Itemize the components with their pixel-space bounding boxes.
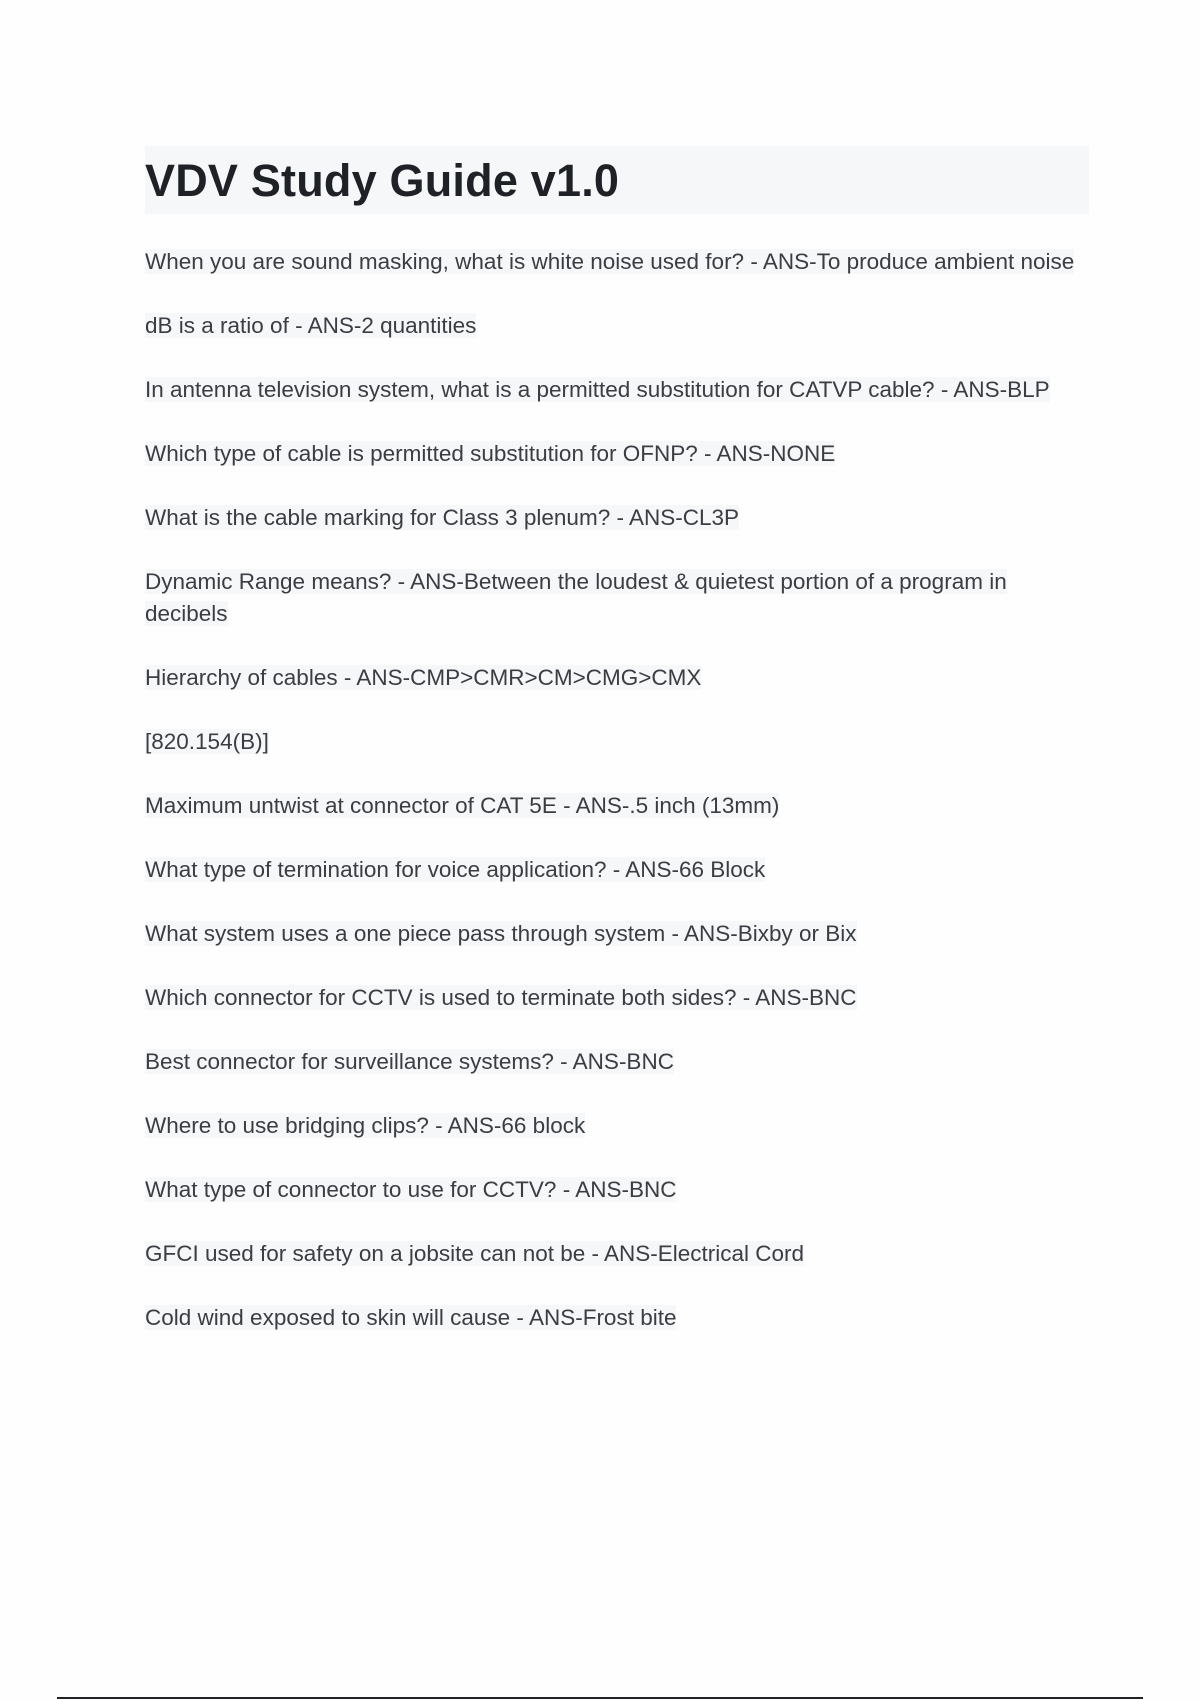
qa-text: Where to use bridging clips? - ANS-66 block — [145, 1113, 586, 1138]
qa-text: [820.154(B)] — [145, 729, 269, 754]
qa-item — [145, 854, 1089, 886]
qa-item — [145, 1110, 1089, 1142]
qa-text: Hierarchy of cables - ANS-CMP>CMR>CM>CMG>CMX — [145, 665, 702, 690]
qa-item — [145, 790, 1089, 822]
qa-item — [145, 1174, 1089, 1206]
page-title: VDV Study Guide v1.0 — [145, 154, 620, 206]
qa-list — [145, 246, 1089, 1334]
qa-item — [145, 438, 1089, 470]
qa-item — [145, 1302, 1089, 1334]
qa-item — [145, 246, 1089, 278]
title-band — [145, 146, 1089, 214]
qa-text: Best connector for surveillance systems? - ANS-BNC — [145, 1049, 674, 1074]
footer-rule — [57, 1697, 1143, 1699]
qa-text: dB is a ratio of - ANS-2 quantities — [145, 313, 477, 338]
qa-text: What is the cable marking for Class 3 plenum? - ANS-CL3P — [145, 505, 739, 530]
qa-text: GFCI used for safety on a jobsite can not be - ANS-Electrical Cord — [145, 1241, 805, 1266]
qa-item — [145, 374, 1089, 406]
qa-item — [145, 1046, 1089, 1078]
qa-item — [145, 982, 1089, 1014]
qa-item — [145, 310, 1089, 342]
qa-text: When you are sound masking, what is white noise used for? - ANS-To produce ambient noise — [145, 249, 1075, 274]
qa-item — [145, 662, 1089, 694]
qa-text: Cold wind exposed to skin will cause - ANS-Frost bite — [145, 1305, 677, 1330]
qa-text: Which connector for CCTV is used to terminate both sides? - ANS-BNC — [145, 985, 857, 1010]
document-page — [145, 146, 1089, 1366]
qa-text: In antenna television system, what is a permitted substitution for CATVP cable? - ANS-BLP — [145, 377, 1050, 402]
qa-text: Maximum untwist at connector of CAT 5E - ANS-.5 inch (13mm) — [145, 793, 780, 818]
qa-text: What type of termination for voice application? - ANS-66 Block — [145, 857, 766, 882]
qa-item — [145, 566, 1089, 630]
qa-item — [145, 1238, 1089, 1270]
qa-text: What system uses a one piece pass through system - ANS-Bixby or Bix — [145, 921, 857, 946]
qa-text: Which type of cable is permitted substitution for OFNP? - ANS-NONE — [145, 441, 836, 466]
qa-item — [145, 918, 1089, 950]
qa-item — [145, 502, 1089, 534]
qa-text: Dynamic Range means? - ANS-Between the loudest & quietest portion of a program in decibels — [145, 569, 1007, 626]
qa-text: What type of connector to use for CCTV? - ANS-BNC — [145, 1177, 677, 1202]
qa-item — [145, 726, 1089, 758]
